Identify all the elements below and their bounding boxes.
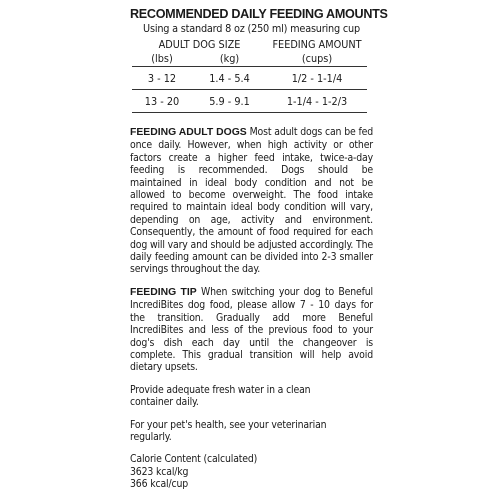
cell-cups: 1/2 - 1-1/4 — [267, 67, 367, 90]
unit-cups: (cups) — [301, 52, 333, 65]
feeding-adult-dogs-text: Most adult dogs can be fed once daily. However, when high activity or other factors create a higher feed intake, twice-a-day feeding is recommended. Dogs should be maintained in ideal body condition and not be allowed to become overweight. The food intake required to maintain ideal body condition will vary, depending on age, activity and environment. Consequently, the amount of food required for each dog will vary and should be adjusted accordingly. The daily feeding amount can be divided into 2-3 smaller servings throughout the day. — [130, 126, 374, 276]
cell-lbs: 13 - 20 — [132, 90, 192, 113]
feeding-label — [130, 6, 388, 491]
feeding-title: RECOMMENDED DAILY FEEDING AMOUNTS — [130, 7, 388, 21]
cell-lbs: 3 - 12 — [132, 67, 192, 90]
measuring-cup-note: Using a standard 8 oz (250 ml) measuring cup — [143, 22, 360, 35]
feeding-adult-dogs-label: FEEDING ADULT DOGS — [130, 127, 247, 138]
cell-kg: 5.9 - 9.1 — [192, 90, 267, 113]
water-note: Provide adequate fresh water in a clean container daily. — [130, 383, 311, 409]
unit-lbs: (lbs) — [151, 52, 173, 65]
calorie-per-kg: 3623 kcal/kg — [130, 465, 189, 478]
table-row — [132, 90, 367, 113]
feeding-adult-dogs-paragraph — [130, 126, 373, 276]
calorie-label: Calorie Content (calculated) — [130, 453, 258, 466]
calorie-content — [130, 453, 373, 490]
table-subheader-row — [132, 52, 367, 67]
cell-kg: 1.4 - 5.4 — [192, 67, 267, 90]
table-row — [132, 67, 367, 90]
feeding-tip-label: FEEDING TIP — [130, 286, 197, 298]
feeding-tip-text: When switching your dog to Beneful IncrediBites dog food, please allow 7 - 10 days for the transition. Gradually add more Beneful IncrediBites and less of the previous food to your dog's dish each day until the changeover is complete. This gradual transition will help avoid dietary upsets. — [130, 285, 373, 374]
unit-kg: (kg) — [219, 52, 240, 65]
feeding-table — [132, 38, 367, 113]
calorie-per-cup: 366 kcal/cup — [130, 478, 189, 491]
table-header-row — [132, 38, 367, 52]
col-adult-dog-size: ADULT DOG SIZE — [158, 38, 241, 51]
feeding-tip-paragraph — [130, 286, 373, 374]
cell-cups: 1-1/4 - 1-2/3 — [267, 90, 367, 113]
vet-note: For your pet's health, see your veterinarian regularly. — [130, 418, 327, 443]
col-feeding-amount: FEEDING AMOUNT — [272, 38, 362, 51]
